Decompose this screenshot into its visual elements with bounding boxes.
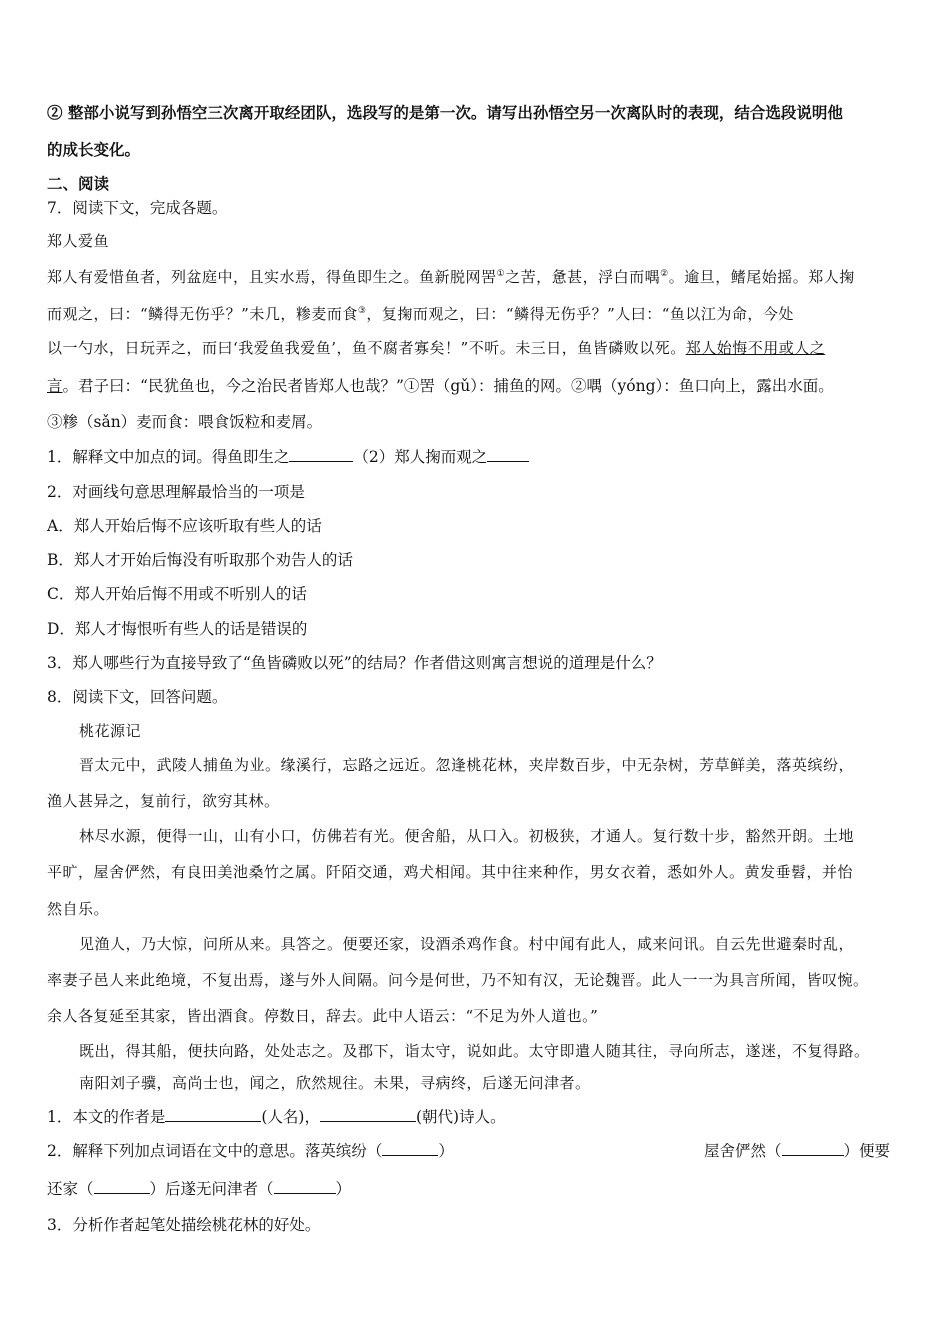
q8-passage-line: 平旷，屋舍俨然，有良田美池桑竹之属。阡陌交通，鸡犬相闻。其中往来种作，男女衣着，悉如外人。黄发垂髫，并怡 bbox=[47, 863, 854, 881]
q8-sub2-right bbox=[704, 1141, 890, 1161]
q8-title: 桃花源记 bbox=[79, 722, 142, 740]
option-b[interactable]: B．郑人才开始后悔没有听取那个劝告人的话 bbox=[47, 551, 353, 569]
q6-part2-line1: ② 整部小说写到孙悟空三次离开取经团队，选段写的是第一次。请写出孙悟空另一次离队时的表现，结合选段说明他 bbox=[47, 103, 843, 122]
q7-passage-line bbox=[47, 376, 834, 396]
q7-sub1 bbox=[47, 447, 529, 467]
section-heading: 二、阅读 bbox=[47, 174, 110, 193]
question-text: ）便要 bbox=[843, 1142, 891, 1160]
passage-text: 。逾旦，鳍尾始摇。郑人掬 bbox=[668, 268, 855, 286]
q6-part2-line2: 的成长变化。 bbox=[47, 140, 141, 159]
answer-blank[interactable] bbox=[320, 1107, 416, 1122]
q7-title: 郑人爱鱼 bbox=[47, 232, 110, 250]
question-text: (朝代)诗人。 bbox=[415, 1108, 506, 1126]
q8-passage-line: 渔人甚异之，复前行，欲穷其林。 bbox=[47, 792, 280, 810]
passage-text: 。君子曰：“民犹鱼也，今之治民者皆郑人也哉？”①罟（gǔ）：捕鱼的网。②喁（yóng）：鱼口向上，露出水面。 bbox=[62, 377, 834, 395]
q8-sub3: 3．分析作者起笔处描绘桃花林的好处。 bbox=[47, 1216, 321, 1234]
question-text: 屋舍俨然（ bbox=[704, 1142, 782, 1160]
q7-passage-line bbox=[47, 338, 825, 358]
q7-sub3: 3．郑人哪些行为直接导致了“鱼皆磷败以死”的结局？作者借这则寓言想说的道理是什么？ bbox=[47, 654, 662, 672]
q8-intro: 8．阅读下文，回答问题。 bbox=[47, 688, 228, 706]
question-text: 1．解释文中加点的词。得鱼即生之 bbox=[47, 448, 290, 466]
option-d[interactable]: D．郑人才悔恨听有些人的话是错误的 bbox=[47, 620, 308, 638]
q7-sub2: 2．对画线句意思理解最恰当的一项是 bbox=[47, 483, 305, 501]
question-text: 2．解释下列加点词语在文中的意思。落英缤纷（ bbox=[47, 1142, 383, 1160]
q8-passage-line: 晋太元中，武陵人捕鱼为业。缘溪行，忘路之远近。忽逢桃花林，夹岸数百步，中无杂树，芳草鲜美，落英缤纷， bbox=[79, 756, 855, 774]
q8-sub1 bbox=[47, 1107, 506, 1127]
q8-passage-line: 余人各复延至其家，皆出酒食。停数日，辞去。此中人语云：“不足为外人道也。” bbox=[47, 1007, 599, 1025]
footnote-marker: ① bbox=[496, 269, 506, 279]
question-text: 1．本文的作者是 bbox=[47, 1108, 166, 1126]
q8-passage-line: 南阳刘子骥，高尚士也，闻之，欣然规往。未果，寻病终，后遂无问津者。 bbox=[79, 1074, 591, 1092]
underlined-sentence: 郑人始悔不用或人之 bbox=[685, 339, 826, 357]
passage-text: ，复掬而观之，曰：“鳞得无伤乎？”人曰：“鱼以江为命，今处 bbox=[366, 305, 794, 323]
passage-text: 以一勺水，日玩弄之，而曰‘我爱鱼我爱鱼’，鱼不腐者寡矣！”不听。未三日，鱼皆磷败以死。 bbox=[47, 339, 686, 357]
q7-passage-line bbox=[47, 301, 794, 324]
q8-sub2-left bbox=[47, 1141, 454, 1161]
answer-blank[interactable] bbox=[274, 1179, 336, 1194]
q8-passage-line: 然自乐。 bbox=[47, 900, 110, 918]
option-a[interactable]: A．郑人开始后悔不应该听取有些人的话 bbox=[47, 517, 322, 535]
question-text: ）后遂无问津者（ bbox=[149, 1180, 274, 1198]
footnote-marker: ② bbox=[660, 269, 669, 279]
footnote-marker: ③ bbox=[357, 306, 367, 316]
question-text: ） bbox=[438, 1142, 454, 1160]
q7-passage-line bbox=[47, 264, 855, 287]
underlined-sentence: 言 bbox=[47, 377, 63, 395]
q8-passage-line: 既出，得其船，便扶向路，处处志之。及郡下，诣太守，说如此。太守即遣人随其往，寻向所志，遂迷，不复得路。 bbox=[79, 1042, 870, 1060]
q8-passage-line: 率妻子邑人来此绝境，不复出焉，遂与外人间隔。问今是何世，乃不知有汉，无论魏晋。此人一一为具言所闻，皆叹惋。 bbox=[47, 971, 869, 989]
question-text: （2）郑人掬而观之 bbox=[353, 448, 488, 466]
q7-intro: 7．阅读下文，完成各题。 bbox=[47, 199, 228, 217]
q8-passage-line: 林尽水源，便得一山，山有小口，仿佛若有光。便舍船，从口入。初极狭，才通人。复行数十步，豁然开朗。土地 bbox=[79, 827, 855, 845]
question-text: 还家（ bbox=[47, 1180, 94, 1198]
question-text: (人名)， bbox=[261, 1108, 320, 1126]
answer-blank[interactable] bbox=[289, 447, 353, 462]
answer-blank[interactable] bbox=[487, 447, 529, 462]
passage-text: 之苦，惫甚，浮白而喁 bbox=[505, 268, 661, 286]
passage-text: 郑人有爱惜鱼者，列盆庭中，且实水焉，得鱼即生之。鱼新脱网罟 bbox=[47, 268, 497, 286]
answer-blank[interactable] bbox=[94, 1179, 150, 1194]
option-c[interactable]: C．郑人开始后悔不用或不听别人的话 bbox=[47, 585, 307, 603]
question-text: ） bbox=[335, 1180, 352, 1198]
answer-blank[interactable] bbox=[382, 1141, 438, 1156]
passage-text: 而观之，曰：“鳞得无伤乎？”未几，糁麦而食 bbox=[47, 305, 358, 323]
q7-footnote: ③糁（sǎn）麦而食：喂食饭粒和麦屑。 bbox=[47, 413, 323, 431]
answer-blank[interactable] bbox=[782, 1141, 844, 1156]
q8-sub2-cont bbox=[47, 1179, 351, 1199]
answer-blank[interactable] bbox=[165, 1107, 261, 1122]
q8-passage-line: 见渔人，乃大惊，问所从来。具答之。便要还家，设酒杀鸡作食。村中闻有此人，咸来问讯。自云先世避秦时乱， bbox=[79, 935, 855, 953]
